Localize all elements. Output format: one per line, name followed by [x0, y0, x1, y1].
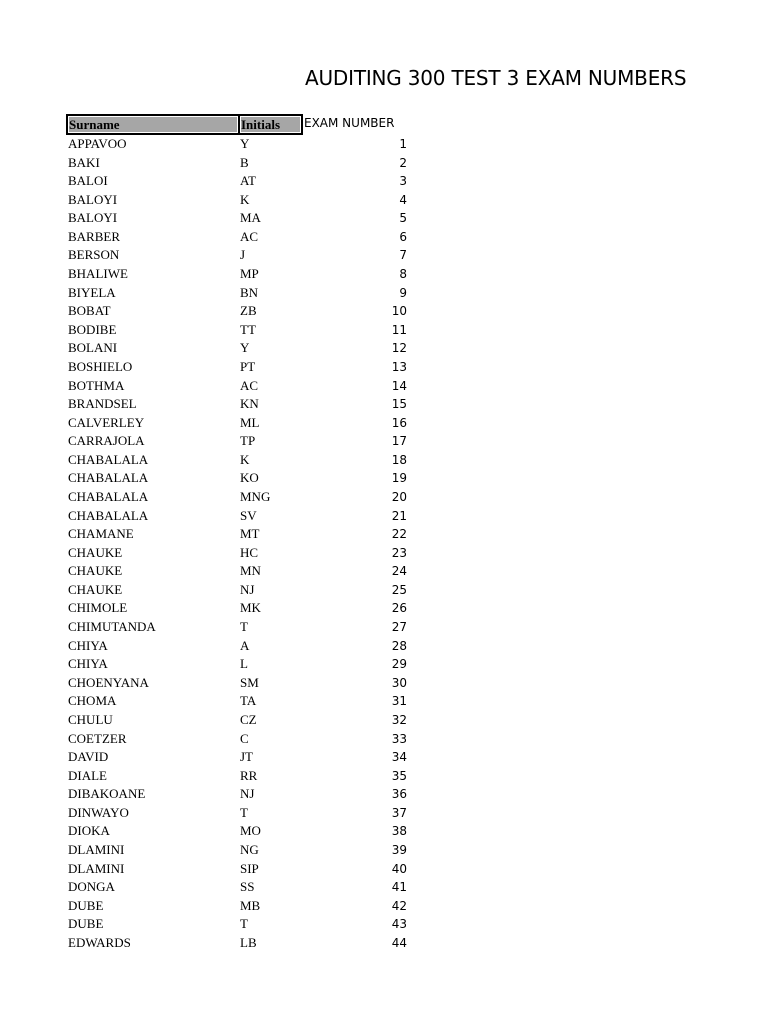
- initials-cell: NJ: [240, 786, 255, 802]
- surname-cell: CHAMANE: [68, 526, 134, 542]
- surname-cell: CHIYA: [68, 637, 108, 653]
- initials-cell: AC: [240, 377, 259, 393]
- table-row: [0, 914, 768, 933]
- surname-cell: BALOI: [68, 173, 108, 189]
- table-row: [0, 245, 768, 264]
- surname-cell: BAKI: [68, 154, 100, 170]
- exam-number-cell: 34: [391, 750, 407, 765]
- exam-number-cell: 19: [391, 471, 407, 486]
- exam-number-cell: 23: [391, 545, 407, 560]
- table-row: [0, 543, 768, 562]
- surname-cell: BRANDSEL: [68, 396, 137, 412]
- exam-number-cell: 8: [399, 267, 407, 282]
- table-row: [0, 710, 768, 729]
- exam-number-cell: 2: [399, 155, 407, 170]
- table-row: [0, 821, 768, 840]
- initials-cell: SV: [240, 507, 257, 523]
- surname-cell: BARBER: [68, 228, 121, 244]
- initials-cell: AC: [240, 228, 259, 244]
- surname-cell: BALOYI: [68, 191, 118, 207]
- exam-number-cell: 25: [391, 582, 407, 597]
- initials-cell: K: [240, 191, 250, 207]
- surname-cell: DONGA: [68, 879, 115, 895]
- initials-cell: TP: [240, 433, 256, 449]
- initials-cell: NJ: [240, 581, 255, 597]
- exam-number-cell: 20: [391, 489, 407, 504]
- exam-number-cell: 16: [391, 415, 407, 430]
- surname-cell: CHULU: [68, 711, 113, 727]
- initials-cell: RR: [240, 767, 258, 783]
- exam-number-cell: 30: [391, 675, 407, 690]
- table-row: [0, 320, 768, 339]
- table-row: [0, 691, 768, 710]
- exam-number-cell: 31: [391, 694, 407, 709]
- exam-number-cell: 4: [399, 192, 407, 207]
- exam-number-cell: 44: [391, 935, 407, 950]
- initials-cell: B: [240, 154, 249, 170]
- initials-cell: SIP: [240, 860, 259, 876]
- table-row: [0, 487, 768, 506]
- initials-cell: JT: [240, 749, 253, 765]
- exam-number-cell: 9: [399, 285, 407, 300]
- initials-cell: BN: [240, 284, 259, 300]
- exam-number-cell: 22: [391, 527, 407, 542]
- initials-cell: ML: [240, 414, 260, 430]
- exam-number-cell: 39: [391, 842, 407, 857]
- surname-column-header: Surname: [66, 114, 240, 135]
- initials-cell: J: [240, 247, 246, 263]
- table-row: [0, 506, 768, 525]
- initials-cell: TT: [240, 321, 256, 337]
- initials-cell: MNG: [240, 488, 271, 504]
- table-row: [0, 394, 768, 413]
- initials-cell: AT: [240, 173, 256, 189]
- exam-number-cell: 42: [391, 898, 407, 913]
- table-row: [0, 933, 768, 952]
- surname-cell: BOBAT: [68, 303, 111, 319]
- surname-cell: BIYELA: [68, 284, 116, 300]
- exam-number-cell: 21: [391, 508, 407, 523]
- exam-number-cell: 3: [399, 174, 407, 189]
- exam-number-cell: 28: [391, 638, 407, 653]
- table-row: [0, 468, 768, 487]
- exam-number-cell: 43: [391, 917, 407, 932]
- initials-cell: A: [240, 637, 250, 653]
- table-row: [0, 208, 768, 227]
- exam-number-cell: 7: [399, 248, 407, 263]
- table-row: [0, 357, 768, 376]
- initials-cell: MN: [240, 563, 261, 579]
- surname-cell: DLAMINI: [68, 860, 125, 876]
- table-row: [0, 784, 768, 803]
- exam-number-cell: 13: [391, 359, 407, 374]
- table-row: [0, 431, 768, 450]
- surname-cell: BODIBE: [68, 321, 117, 337]
- exam-number-cell: 6: [399, 229, 407, 244]
- table-row: [0, 654, 768, 673]
- surname-cell: BHALIWE: [68, 266, 128, 282]
- exam-number-cell: 17: [391, 434, 407, 449]
- initials-cell: NG: [240, 841, 259, 857]
- table-row: [0, 859, 768, 878]
- initials-cell: HC: [240, 544, 259, 560]
- surname-cell: BERSON: [68, 247, 120, 263]
- exam-number-cell: 5: [399, 211, 407, 226]
- initials-cell: MK: [240, 600, 261, 616]
- exam-number-column-header: EXAM NUMBER: [304, 116, 395, 130]
- table-row: [0, 227, 768, 246]
- table-row: [0, 877, 768, 896]
- exam-number-cell: 27: [391, 620, 407, 635]
- exam-number-cell: 29: [391, 657, 407, 672]
- table-row: [0, 729, 768, 748]
- table-row: [0, 747, 768, 766]
- exam-number-cell: 14: [391, 378, 407, 393]
- table-row: [0, 803, 768, 822]
- surname-cell: BOLANI: [68, 340, 118, 356]
- initials-cell: T: [240, 619, 248, 635]
- surname-cell: CHABALALA: [68, 451, 149, 467]
- exam-number-cell: 11: [391, 322, 407, 337]
- initials-cell: T: [240, 916, 248, 932]
- surname-cell: CHABALALA: [68, 507, 149, 523]
- initials-cell: LB: [240, 934, 257, 950]
- initials-cell: MP: [240, 266, 259, 282]
- surname-cell: COETZER: [68, 730, 127, 746]
- surname-cell: CHABALALA: [68, 488, 149, 504]
- initials-cell: MB: [240, 897, 261, 913]
- initials-cell: KN: [240, 396, 259, 412]
- table-row: [0, 283, 768, 302]
- surname-cell: EDWARDS: [68, 934, 131, 950]
- table-row: [0, 766, 768, 785]
- initials-cell: Y: [240, 136, 250, 151]
- exam-number-cell: 32: [391, 712, 407, 727]
- table-row: [0, 524, 768, 543]
- surname-cell: CHABALALA: [68, 470, 149, 486]
- table-row: [0, 896, 768, 915]
- surname-cell: CALVERLEY: [68, 414, 145, 430]
- initials-cell: PT: [240, 358, 256, 374]
- surname-cell: BOSHIELO: [68, 358, 133, 374]
- initials-cell: SS: [240, 879, 255, 895]
- exam-number-cell: 33: [391, 731, 407, 746]
- table-row: [0, 301, 768, 320]
- surname-cell: DIBAKOANE: [68, 786, 146, 802]
- surname-cell: DIALE: [68, 767, 107, 783]
- initials-cell: Y: [240, 340, 250, 356]
- surname-cell: CHAUKE: [68, 563, 123, 579]
- surname-cell: CHIMUTANDA: [68, 619, 156, 635]
- table-row: [0, 376, 768, 395]
- surname-cell: CARRAJOLA: [68, 433, 145, 449]
- surname-cell: CHIYA: [68, 656, 108, 672]
- initials-cell: SM: [240, 674, 259, 690]
- surname-cell: DINWAYO: [68, 804, 129, 820]
- table-row: [0, 840, 768, 859]
- exam-number-cell: 15: [391, 397, 407, 412]
- table-row: [0, 636, 768, 655]
- surname-cell: DIOKA: [68, 823, 110, 839]
- table-row: [0, 171, 768, 190]
- table-row: [0, 264, 768, 283]
- surname-cell: CHOENYANA: [68, 674, 149, 690]
- table-row: [0, 561, 768, 580]
- exam-number-cell: 10: [391, 304, 407, 319]
- surname-cell: DUBE: [68, 897, 104, 913]
- initials-cell: L: [240, 656, 248, 672]
- initials-cell: C: [240, 730, 249, 746]
- page-title: AUDITING 300 TEST 3 EXAM NUMBERS: [305, 66, 687, 90]
- exam-number-cell: 26: [391, 601, 407, 616]
- initials-cell: MT: [240, 526, 260, 542]
- exam-number-cell: 1: [399, 137, 407, 151]
- table-row: [0, 190, 768, 209]
- initials-cell: MA: [240, 210, 261, 226]
- table-row: [0, 580, 768, 599]
- exam-number-cell: 36: [391, 787, 407, 802]
- table-row: [0, 450, 768, 469]
- initials-cell: TA: [240, 693, 257, 709]
- surname-cell: DAVID: [68, 749, 109, 765]
- exam-number-cell: 12: [391, 341, 407, 356]
- exam-number-cell: 24: [391, 564, 407, 579]
- table-row: [0, 134, 768, 153]
- surname-cell: CHAUKE: [68, 544, 123, 560]
- table-row: [0, 617, 768, 636]
- surname-cell: CHOMA: [68, 693, 117, 709]
- exam-number-cell: 40: [391, 861, 407, 876]
- exam-number-cell: 35: [391, 768, 407, 783]
- exam-number-cell: 37: [391, 805, 407, 820]
- initials-column-header: Initials: [238, 114, 303, 135]
- surname-cell: CHAUKE: [68, 581, 123, 597]
- exam-number-cell: 18: [391, 452, 407, 467]
- initials-cell: KO: [240, 470, 259, 486]
- surname-cell: DLAMINI: [68, 841, 125, 857]
- table-row: [0, 598, 768, 617]
- surname-cell: APPAVOO: [68, 136, 127, 151]
- initials-cell: T: [240, 804, 248, 820]
- table-row: [0, 153, 768, 172]
- initials-cell: K: [240, 451, 250, 467]
- surname-cell: CHIMOLE: [68, 600, 128, 616]
- exam-number-table: [0, 134, 768, 951]
- exam-number-cell: 41: [391, 880, 407, 895]
- surname-cell: DUBE: [68, 916, 104, 932]
- table-row: [0, 338, 768, 357]
- table-row: [0, 413, 768, 432]
- initials-cell: MO: [240, 823, 261, 839]
- surname-cell: BALOYI: [68, 210, 118, 226]
- table-row: [0, 673, 768, 692]
- exam-number-cell: 38: [391, 824, 407, 839]
- initials-cell: CZ: [240, 711, 257, 727]
- initials-cell: ZB: [240, 303, 257, 319]
- surname-cell: BOTHMA: [68, 377, 125, 393]
